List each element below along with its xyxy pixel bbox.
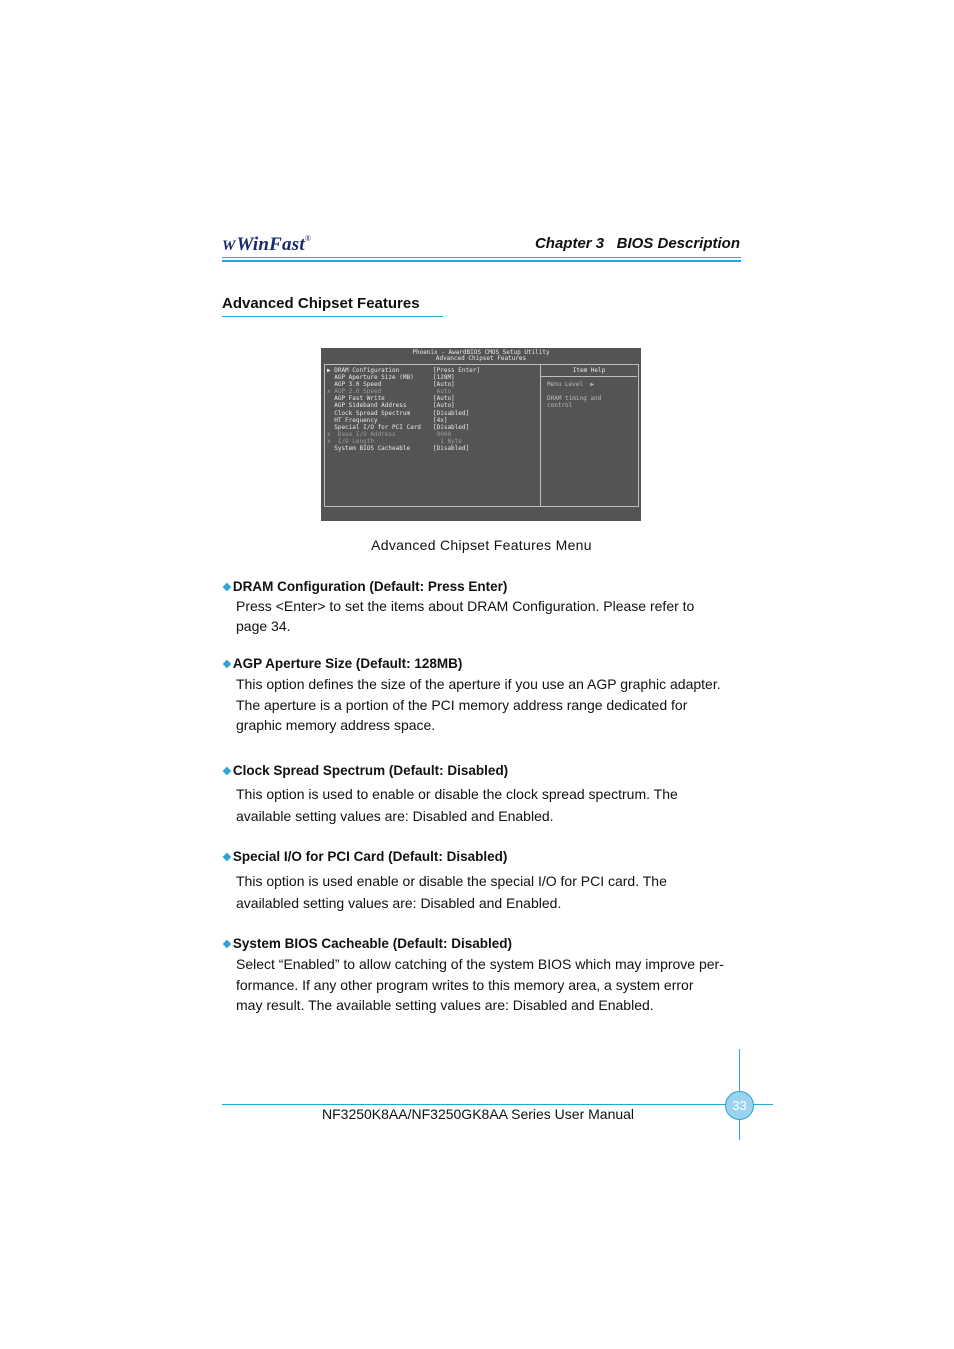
bios-setting-value: [Auto] [433, 402, 455, 410]
section-title: Advanced Chipset Features [222, 295, 420, 312]
diamond-bullet-icon: ❖ [222, 582, 232, 594]
bios-setting-value: [Disabled] [433, 423, 470, 431]
bios-setting-value: [4x] [433, 416, 448, 424]
bios-setting-label: AGP Fast Write [327, 395, 385, 403]
item-heading-text: System BIOS Cacheable (Default: Disabled) [232, 936, 512, 951]
body-line: This option defines the size of the aperture if you use an AGP graphic adapter. [236, 676, 721, 692]
item-heading-text: Special I/O for PCI Card (Default: Disabled) [232, 849, 508, 864]
diamond-bullet-icon: ❖ [222, 852, 232, 864]
bios-footer [330, 507, 608, 521]
figure-caption: Advanced Chipset Features Menu [371, 537, 592, 553]
bios-setting-value: Auto [433, 388, 452, 396]
bios-setting-value: [Press Enter] [433, 367, 480, 374]
bios-setting-value: [Disabled] [433, 409, 470, 417]
section-underline [222, 316, 443, 317]
diamond-bullet-icon: ❖ [222, 939, 232, 951]
bios-setting-row [327, 367, 480, 374]
bios-help-text-1: DRAM timing and [547, 394, 602, 402]
bios-setting-row [327, 438, 480, 445]
body-line: The aperture is a portion of the PCI memory address range dedicated for [236, 696, 688, 713]
item-heading-clock-spread [222, 763, 508, 778]
body-line: graphic memory address space. [236, 717, 436, 733]
item-heading-agp-aperture [222, 656, 462, 671]
bios-setting-row [327, 424, 480, 431]
item-heading-dram [222, 579, 507, 594]
bios-setting-label: HT Frequency [327, 416, 378, 424]
bios-setting-label: x Base I/O Address [327, 430, 396, 438]
bios-item-help-header: Item Help [541, 365, 637, 377]
body-line: available setting values are: Disabled and Enabled. [236, 808, 554, 824]
bios-setting-label: AGP Aperture Size (MB) [327, 374, 414, 382]
bios-setting-label: ▶ DRAM Configuration [327, 367, 400, 374]
bios-setting-row [327, 417, 480, 424]
bios-setting-row [327, 374, 480, 381]
item-body-bios-cacheable [236, 954, 744, 1016]
bios-setting-value: [Disabled] [433, 445, 470, 453]
footer-rule [222, 1104, 773, 1105]
bios-setting-value: [Auto] [433, 381, 455, 389]
item-heading-text: AGP Aperture Size (Default: 128MB) [232, 656, 463, 671]
bios-divider [540, 364, 541, 506]
bios-setting-row [327, 445, 480, 452]
body-line: page 34. [236, 617, 291, 634]
item-body-dram [236, 597, 744, 636]
item-heading-bios-cacheable [222, 936, 512, 951]
bios-setting-label: Clock Spread Spectrum [327, 409, 411, 417]
manual-title: NF3250K8AA/NF3250GK8AA Series User Manual [322, 1106, 635, 1122]
winfast-logo [222, 234, 311, 256]
body-line: Select “Enabled” to allow catching of the system BIOS which may improve per- [236, 956, 724, 972]
bios-setting-value: 0000 [433, 430, 452, 438]
bios-help-menu-level: Menu Level ▶ [547, 381, 594, 388]
body-line: This option is used to enable or disable the clock spread spectrum. The [236, 786, 678, 802]
body-line: may result. The available setting values are: Disabled and Enabled. [236, 997, 654, 1013]
body-line: availabled setting values are: Disabled and Enabled. [236, 895, 562, 911]
bios-screenshot [321, 348, 641, 521]
bios-page-title: Advanced Chipset Features [435, 355, 527, 362]
item-body-clock-spread [236, 783, 744, 827]
bios-setting-value: 1 Byte [433, 437, 462, 445]
diamond-bullet-icon: ❖ [222, 766, 232, 778]
bios-setting-row [327, 388, 480, 395]
bios-setting-label: x I/O Length [327, 437, 374, 445]
diamond-bullet-icon: ❖ [222, 659, 232, 671]
logo-registered: ® [304, 234, 312, 243]
bios-setting-row [327, 381, 480, 388]
item-heading-text: DRAM Configuration (Default: Press Enter) [232, 579, 508, 594]
bios-setting-value: [128M] [433, 374, 455, 382]
header-rule-thick [222, 260, 741, 262]
bios-help-panel [547, 381, 601, 410]
logo-mark: W [222, 238, 236, 254]
bios-setting-label: x AGP 2.0 Speed [327, 388, 382, 396]
bios-utility-title: Phoenix - AwardBIOS CMOS Setup Utility [412, 349, 550, 356]
body-line: This option is used enable or disable the special I/O for PCI card. The [236, 873, 667, 889]
logo-text: WinFast [236, 234, 305, 255]
item-heading-text: Clock Spread Spectrum (Default: Disabled) [232, 763, 509, 778]
header-rule-thin [222, 257, 741, 258]
chapter-title: Chapter 3 BIOS Description [534, 235, 740, 252]
bios-setting-row [327, 402, 480, 409]
bios-setting-label: Special I/O for PCI Card [327, 423, 421, 431]
page-number: 33 [725, 1091, 754, 1120]
bios-setting-row [327, 431, 480, 438]
bios-setting-label: System BIOS Cacheable [327, 445, 411, 453]
bios-setting-value: [Auto] [433, 395, 455, 403]
bios-setting-row [327, 395, 480, 402]
body-line: Press <Enter> to set the items about DRAM Configuration. Please refer to [236, 598, 695, 614]
item-body-special-io [236, 870, 744, 914]
bios-help-text-2: control [547, 402, 573, 409]
body-line: formance. If any other program writes to this memory area, a system error [236, 976, 694, 993]
bios-settings-list [327, 367, 480, 452]
item-body-agp-aperture [236, 674, 744, 736]
bios-setting-row [327, 410, 480, 417]
bios-setting-label: AGP 3.0 Speed [327, 381, 382, 389]
item-heading-special-io [222, 849, 507, 864]
bios-setting-label: AGP Sideband Address [327, 402, 407, 410]
